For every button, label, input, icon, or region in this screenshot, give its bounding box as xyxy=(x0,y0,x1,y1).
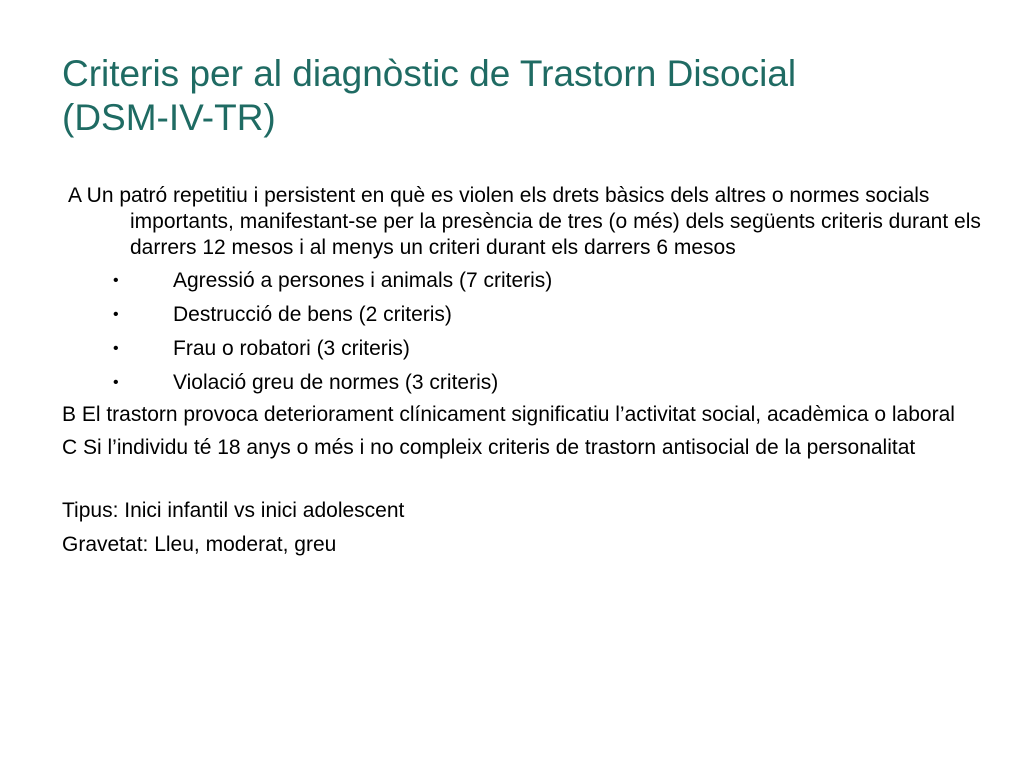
list-item-text: Violació greu de normes (3 criteris) xyxy=(173,371,499,394)
slide-title xyxy=(62,52,962,140)
slide-title-line-2: (DSM-IV-TR) xyxy=(62,97,276,138)
bullet-icon: • xyxy=(113,306,119,323)
list-item xyxy=(62,268,982,294)
slide-body xyxy=(62,183,982,566)
list-item xyxy=(62,370,982,396)
list-item-text: Agressió a persones i animals (7 criteris) xyxy=(173,269,553,292)
criterion-a-subcriteria-list xyxy=(62,268,982,396)
slide-title-line-1: Criteris per al diagnòstic de Trastorn Disocial xyxy=(62,53,797,94)
criterion-b: B El trastorn provoca deteriorament clínicament significatiu l’activitat social, acadèmica o laboral xyxy=(62,403,955,426)
section-spacer xyxy=(62,461,982,498)
criterion-a: A Un patró repetitiu i persistent en què es violen els drets bàsics dels altres o normes socials importants, manifestant-se per la presència de tres (o més) dels següents criteris durant els darrers 12 mesos i al menys un criteri durant els darrers 6 mesos xyxy=(68,184,981,259)
gravetat-line: Gravetat: Lleu, moderat, greu xyxy=(62,533,337,556)
bullet-icon: • xyxy=(113,340,119,357)
list-item xyxy=(62,336,982,362)
bullet-icon: • xyxy=(113,272,119,289)
tipus-line: Tipus: Inici infantil vs inici adolescent xyxy=(62,499,405,522)
list-item-text: Frau o robatori (3 criteris) xyxy=(173,337,410,360)
bullet-icon: • xyxy=(113,374,119,391)
list-item xyxy=(62,302,982,328)
criterion-c: C Si l’individu té 18 anys o més i no compleix criteris de trastorn antisocial de la personalitat xyxy=(62,436,916,459)
list-item-text: Destrucció de bens (2 criteris) xyxy=(173,303,452,326)
